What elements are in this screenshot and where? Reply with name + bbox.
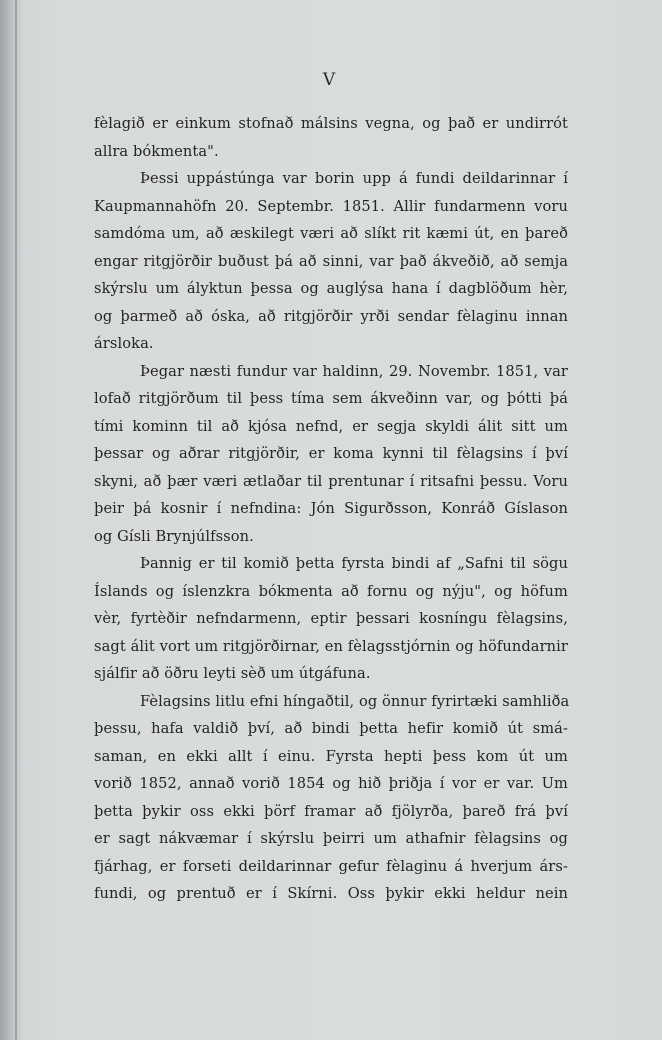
- text-line: þessar og aðrar ritgjörðir, er koma kynni til fèlagsins í því: [94, 445, 568, 462]
- text-line: er sagt nákvæmar í skýrslu þeirri um athafnir fèlagsins og: [94, 830, 568, 847]
- text-line: lofað ritgjörðum til þess tíma sem ákveðinn var, og þótti þá: [94, 390, 568, 407]
- text-line: tími kominn til að kjósa nefnd, er segja skyldi álit sitt um: [94, 417, 568, 435]
- page-number: V: [322, 70, 336, 90]
- text-line: og þarmeð að óska, að ritgjörðir yrði sendar fèlaginu innan: [94, 307, 568, 325]
- text-line: Fèlagsins litlu efni híngaðtil, og önnur fyrirtæki samhliða: [140, 692, 570, 710]
- page-gutter-shadow: [0, 0, 22, 1040]
- text-line: og Gísli Brynjúlfsson.: [94, 527, 254, 545]
- text-line: fjárhag, er forseti deildarinnar gefur fèlaginu á hverjum árs-: [94, 857, 568, 875]
- text-line: skyni, að þær væri ætlaðar til prentunar í ritsafni þessu. Voru: [94, 472, 568, 490]
- text-line: fèlagið er einkum stofnað málsins vegna, og það er undirrót: [94, 115, 568, 132]
- text-line: engar ritgjörðir buðust þá að sinni, var það ákveðið, að semja: [94, 252, 568, 270]
- text-line: Þessi uppástúnga var borin upp á fundi deildarinnar í: [140, 170, 568, 187]
- text-line: ársloka.: [94, 335, 154, 352]
- text-line: Þannig er til komið þetta fyrsta bindi af „Safni til sögu: [140, 555, 568, 572]
- page-gutter-line: [15, 0, 17, 1040]
- text-line: vorið 1852, annað vorið 1854 og hið þriðja í vor er var. Um: [94, 775, 568, 792]
- text-line: Þegar næsti fundur var haldinn, 29. Novembr. 1851, var: [140, 362, 568, 380]
- text-line: saman, en ekki allt í einu. Fyrsta hepti þess kom út um: [94, 747, 568, 765]
- text-line: allra bókmenta".: [94, 142, 219, 160]
- text-line: sjálfir að öðru leyti sèð um útgáfuna.: [94, 665, 371, 682]
- text-line: fundi, og prentuð er í Skírni. Oss þykir ekki heldur nein: [94, 885, 568, 902]
- body-text: [94, 110, 568, 908]
- text-line: þeir þá kosnir í nefndina: Jón Sigurðsson, Konráð Gíslason: [94, 500, 568, 517]
- text-line: sagt álit vort um ritgjörðirnar, en fèlagsstjórnin og höfundarnir: [94, 637, 568, 655]
- text-line: vèr, fyrtèðir nefndarmenn, eptir þessari kosníngu fèlagsins,: [94, 610, 568, 627]
- text-line: þetta þykir oss ekki þörf framar að fjölyrða, þareð frá því: [94, 802, 568, 820]
- text-line: samdóma um, að æskilegt væri að slíkt rit kæmi út, en þareð: [94, 225, 568, 242]
- text-line: skýrslu um ályktun þessa og auglýsa hana í dagblöðum hèr,: [94, 280, 568, 297]
- text-line: Íslands og íslenzkra bókmenta að fornu og nýju", og höfum: [94, 582, 568, 600]
- text-line: Kaupmannahöfn 20. Septembr. 1851. Allir fundarmenn voru: [94, 197, 568, 215]
- text-line: þessu, hafa valdið því, að bindi þetta hefir komið út smá-: [94, 720, 568, 737]
